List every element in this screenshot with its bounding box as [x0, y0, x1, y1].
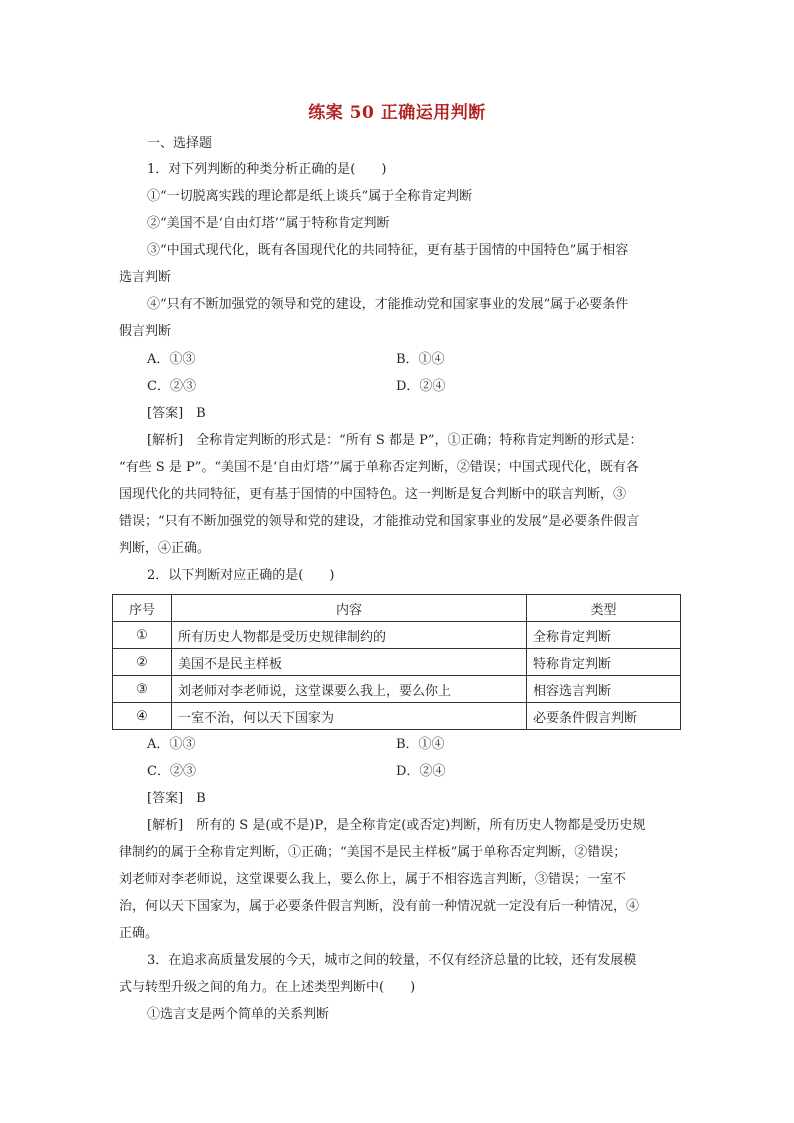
table-cell-content: 刘老师对李老师说，这堂课要么我上，要么你上: [172, 676, 527, 703]
table-cell-content: 一室不治，何以天下国家为: [172, 703, 527, 730]
q2-answer: [答案] B: [147, 791, 206, 806]
q1-analysis-1: [解析] 全称肯定判断的形式是：“所有 S 都是 P”，①正确；特称肯定判断的形式是：: [147, 433, 643, 448]
table-header-content: 内容: [172, 595, 527, 622]
q1-stem: 1．对下列判断的种类分析正确的是( ): [147, 162, 387, 177]
table-cell-type: 全称肯定判断: [527, 622, 681, 649]
table-header-type: 类型: [527, 595, 681, 622]
q3-stem-cont: 式与转型升级之间的角力。在上述类型判断中( ): [119, 980, 416, 995]
q1-option-b: B．①④: [396, 352, 445, 367]
q2-analysis-2: 律制约的属于全称肯定判断，①正确；“美国不是民主样板”属于单称否定判断，②错误；: [119, 845, 627, 860]
q1-statement-3: ③“中国式现代化，既有各国现代化的共同特征，更有基于国情的中国特色”属于相容: [147, 243, 629, 258]
table-cell-number: ②: [113, 649, 172, 676]
q1-statement-4: ④“只有不断加强党的领导和党的建设，才能推动党和国家事业的发展”属于必要条件: [147, 297, 629, 312]
table-header-row: [113, 595, 681, 622]
table-cell-type: 特称肯定判断: [527, 649, 681, 676]
table-cell-type: 相容选言判断: [527, 676, 681, 703]
q1-statement-3-cont: 选言判断: [119, 270, 172, 285]
q1-option-a: A．①③: [147, 352, 196, 367]
table-header-number: 序号: [113, 595, 172, 622]
q1-analysis-4: 错误；“只有不断加强党的领导和党的建设，才能推动党和国家事业的发展”是必要条件假言: [119, 514, 640, 529]
q1-statement-1: ①“一切脱离实践的理论都是纸上谈兵”属于全称肯定判断: [147, 189, 473, 204]
table-row: [113, 622, 681, 649]
table-row: [113, 703, 681, 730]
q1-statement-2: ②“美国不是‘自由灯塔’”属于特称肯定判断: [147, 216, 390, 231]
table-cell-number: ①: [113, 622, 172, 649]
table-cell-type: 必要条件假言判断: [527, 703, 681, 730]
q2-table: [112, 594, 681, 730]
q1-analysis-5: 判断，④正确。: [119, 541, 211, 556]
q1-option-c: C．②③: [147, 379, 196, 394]
table-cell-number: ③: [113, 676, 172, 703]
q1-analysis-3: 国现代化的共同特征，更有基于国情的中国特色。这一判断是复合判断中的联言判断，③: [119, 487, 627, 502]
q1-statement-4-cont: 假言判断: [119, 324, 172, 339]
q2-option-c: C．②③: [147, 764, 196, 779]
q2-analysis-1: [解析] 所有的 S 是(或不是)P，是全称肯定(或否定)判断，所有历史人物都是受历史规: [147, 818, 646, 833]
table-cell-content: 美国不是民主样板: [172, 649, 527, 676]
q2-option-a: A．①③: [147, 737, 196, 752]
q2-analysis-5: 正确。: [119, 926, 159, 941]
q2-option-d: D．②④: [396, 764, 446, 779]
q2-analysis-4: 治，何以天下国家为，属于必要条件假言判断，没有前一种情况就一定没有后一种情况，④: [119, 899, 640, 914]
q2-stem: 2．以下判断对应正确的是( ): [147, 568, 335, 583]
q2-option-b: B．①④: [396, 737, 445, 752]
q3-stem: 3．在追求高质量发展的今天，城市之间的较量，不仅有经济总量的比较，还有发展模: [147, 953, 637, 968]
section-heading: 一、选择题: [147, 136, 213, 151]
q3-statement-1: ①选言支是两个简单的关系判断: [147, 1007, 330, 1022]
page-title: 练案 50 正确运用判断: [308, 103, 486, 123]
table-row: [113, 649, 681, 676]
q1-analysis-2: “有些 S 是 P”。“美国不是‘自由灯塔’”属于单称否定判断，②错误；中国式现代化，既有各: [119, 460, 639, 475]
table-row: [113, 676, 681, 703]
table-cell-content: 所有历史人物都是受历史规律制约的: [172, 622, 527, 649]
table-cell-number: ④: [113, 703, 172, 730]
q1-option-d: D．②④: [396, 379, 446, 394]
q2-analysis-3: 刘老师对李老师说，这堂课要么我上，要么你上，属于不相容选言判断，③错误；一室不: [119, 872, 627, 887]
q1-answer: [答案] B: [147, 406, 206, 421]
